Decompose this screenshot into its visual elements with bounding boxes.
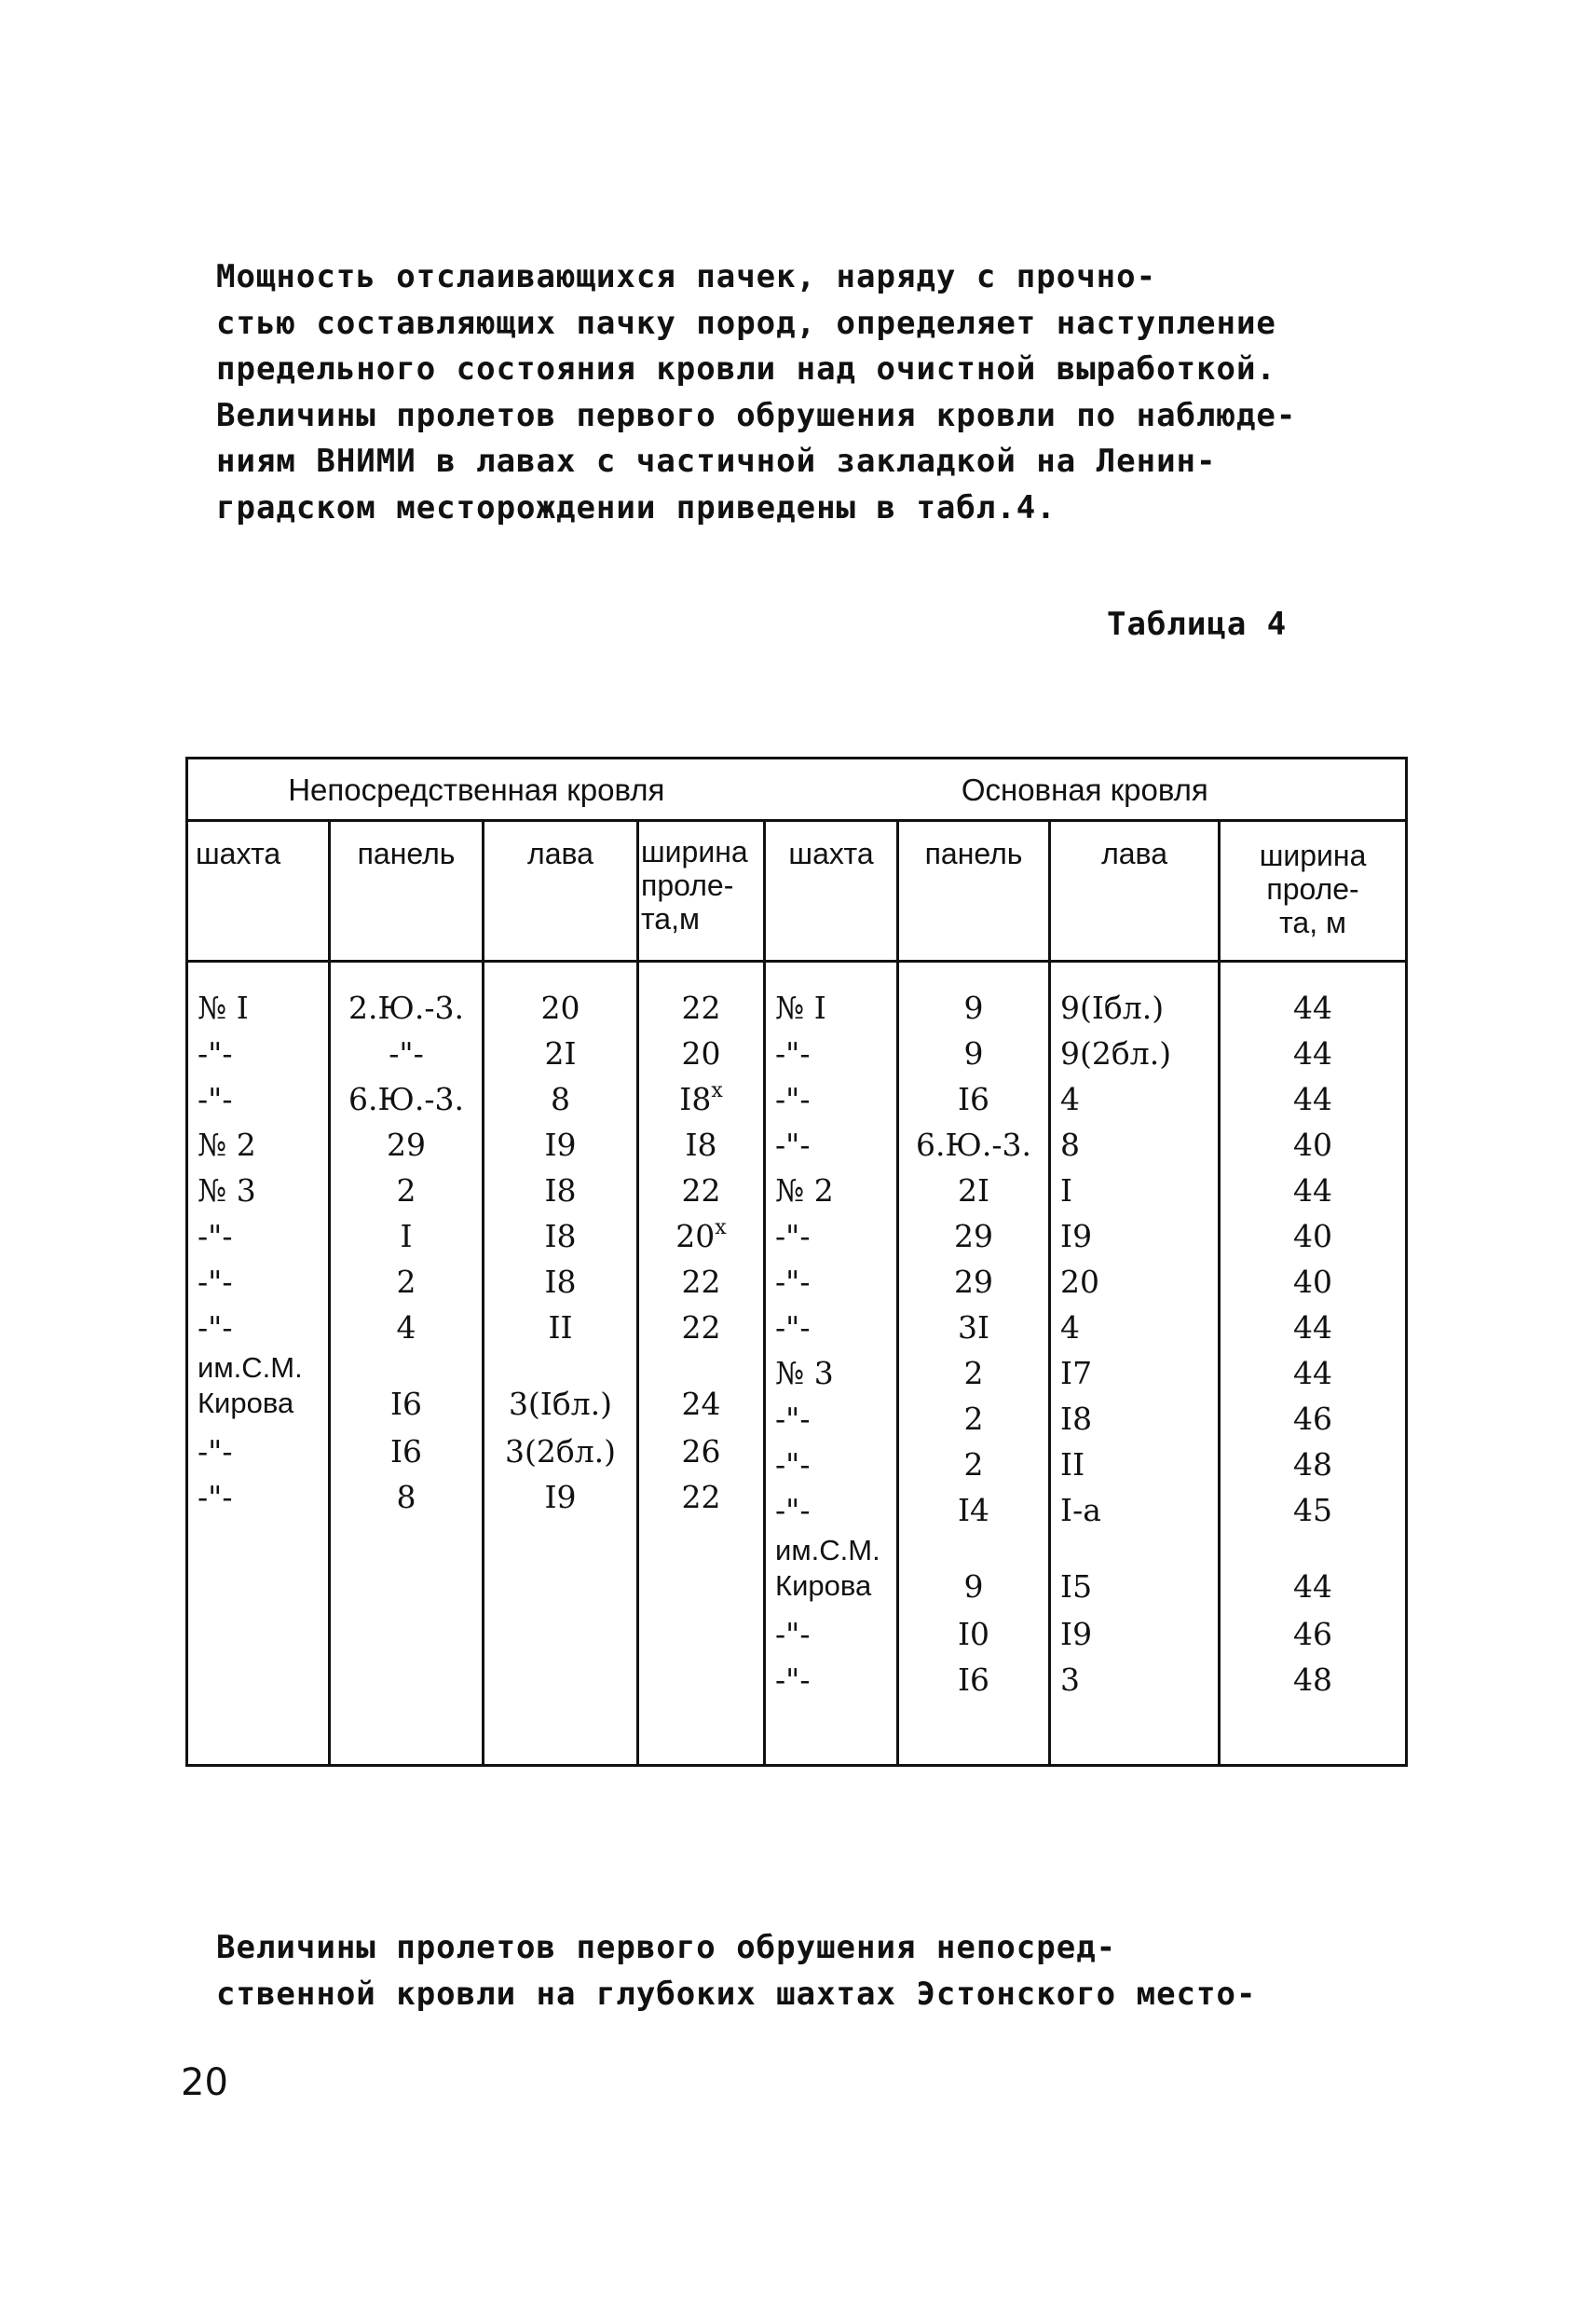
page-number: 20: [181, 2061, 228, 2104]
lava-cell-text: 2I: [544, 1035, 577, 1072]
span-cell: [639, 1213, 763, 1259]
span-cell-text: 45: [1293, 1492, 1333, 1528]
column-header-panel: панель: [330, 821, 484, 962]
main-lava-column: [1050, 962, 1220, 1766]
lava-cell: [484, 1474, 636, 1520]
lava-cell-text: I8: [544, 1172, 577, 1209]
footnote-mark: x: [711, 1079, 723, 1102]
mine-cell-text: -"-: [775, 1264, 811, 1300]
mine-cell: [766, 1305, 896, 1350]
mine-cell-text: -"-: [198, 1218, 233, 1254]
header-line: проле-: [1266, 872, 1359, 906]
span-cell: [639, 1168, 763, 1213]
closing-paragraph: [216, 1925, 1256, 2017]
text-line: Величины пролетов первого обрушения кровли по наблюде-: [216, 396, 1297, 434]
lava-cell-text: I-а: [1060, 1492, 1101, 1528]
mine-cell-text: № 3: [198, 1172, 256, 1209]
panel-cell-text: 2: [963, 1355, 984, 1391]
panel-cell: [899, 1611, 1048, 1657]
lava-cell: [1051, 1031, 1218, 1076]
lava-cell: [484, 1429, 636, 1474]
span-cell-text: 20: [681, 1035, 721, 1072]
panel-cell-text: 6.Ю.-3.: [916, 1127, 1032, 1163]
span-cell: [639, 1076, 763, 1122]
span-cell: [639, 1429, 763, 1474]
mine-cell: [188, 1474, 328, 1520]
panel-cell: [899, 1533, 1048, 1611]
mine-cell: [188, 985, 328, 1031]
span-cell: [1221, 1611, 1405, 1657]
column-header-panel: панель: [898, 821, 1050, 962]
mine-cell-line: им.С.М.: [198, 1351, 303, 1384]
panel-cell-text: 4: [396, 1309, 416, 1346]
mine-cell: [188, 1305, 328, 1350]
span-cell-text: 20: [675, 1218, 716, 1254]
mine-cell-text: -"-: [775, 1446, 811, 1483]
mine-cell-text: № I: [198, 990, 249, 1026]
panel-cell-text: I0: [958, 1616, 990, 1652]
panel-cell-text: 2: [396, 1172, 416, 1209]
panel-cell-text: 29: [954, 1264, 994, 1300]
mine-cell: [766, 1076, 896, 1122]
main-span-column: [1220, 962, 1407, 1766]
span-cell-text: 26: [681, 1433, 721, 1470]
mine-cell: [188, 1031, 328, 1076]
mine-cell-text: -"-: [775, 1616, 811, 1652]
text-line: ниям ВНИМИ в лавах с частичной закладкой на Ленин-: [216, 443, 1217, 480]
span-cell-text: 44: [1293, 1172, 1333, 1209]
panel-cell-text: 2: [396, 1264, 416, 1300]
column-header-mine: шахта: [187, 821, 330, 962]
lava-cell-text: I7: [1060, 1355, 1093, 1391]
lava-cell-text: I9: [544, 1127, 577, 1163]
lava-cell-text: 4: [1060, 1081, 1081, 1117]
lava-cell: [1051, 1487, 1218, 1533]
lava-cell-text: I8: [544, 1264, 577, 1300]
column-header-span: [1220, 821, 1407, 962]
column-header-lava: лава: [484, 821, 638, 962]
lava-cell: [484, 1122, 636, 1168]
span-cell: [1221, 1657, 1405, 1702]
mine-cell-text: -"-: [775, 1127, 811, 1163]
panel-cell-text: 2.Ю.-3.: [348, 990, 464, 1026]
mine-cell: [766, 1031, 896, 1076]
panel-cell-text: I6: [958, 1081, 990, 1117]
span-cell-text: 40: [1293, 1264, 1333, 1300]
panel-cell: [899, 1305, 1048, 1350]
lava-cell-text: 20: [1060, 1264, 1100, 1300]
span-cell-text: 44: [1293, 1355, 1333, 1391]
footnote-mark: x: [715, 1216, 727, 1239]
panel-cell: [899, 1076, 1048, 1122]
lava-cell-text: II: [1060, 1446, 1085, 1483]
panel-cell-text: I6: [958, 1661, 990, 1698]
immediate-lava-column: [484, 962, 638, 1766]
lava-cell-text: 3(Iбл.): [508, 1386, 613, 1422]
lava-cell: [1051, 1259, 1218, 1305]
mine-cell-text: -"-: [198, 1035, 233, 1072]
immediate-span-column: [638, 962, 765, 1766]
mine-cell: [766, 985, 896, 1031]
span-cell-text: 48: [1293, 1446, 1333, 1483]
panel-cell: [899, 985, 1048, 1031]
mine-cell-text: № I: [775, 990, 826, 1026]
span-cell: [639, 1031, 763, 1076]
text-line: Мощность отслаивающихся пачек, наряду с прочно-: [216, 258, 1157, 295]
panel-cell: [899, 1122, 1048, 1168]
header-line: та,м: [641, 902, 700, 936]
span-cell-text: 48: [1293, 1661, 1333, 1698]
panel-cell: [331, 985, 482, 1031]
mine-cell: [766, 1122, 896, 1168]
mine-cell: [188, 1429, 328, 1474]
span-cell-text: 22: [681, 1172, 721, 1209]
mine-cell-text: -"-: [775, 1661, 811, 1698]
span-cell: [1221, 1213, 1405, 1259]
lava-cell: [1051, 1657, 1218, 1702]
panel-cell: [899, 1031, 1048, 1076]
panel-cell: [331, 1168, 482, 1213]
span-cell: [639, 1350, 763, 1429]
span-cell: [1221, 985, 1405, 1031]
mine-cell: [188, 1213, 328, 1259]
lava-cell: [484, 1031, 636, 1076]
span-cell: [639, 1474, 763, 1520]
span-cell-text: 22: [681, 990, 721, 1026]
panel-cell-text: 9: [963, 1568, 984, 1605]
mine-cell-text: -"-: [775, 1492, 811, 1528]
header-line: проле-: [641, 868, 734, 902]
span-cell-text: 24: [681, 1386, 721, 1422]
lava-cell: [1051, 1350, 1218, 1396]
lava-cell-text: I8: [1060, 1401, 1093, 1437]
lava-cell: [1051, 1533, 1218, 1611]
span-cell-text: I8: [679, 1081, 712, 1117]
text-line: ственной кровли на глубоких шахтах Эстонского место-: [216, 1975, 1257, 2013]
panel-cell: [331, 1305, 482, 1350]
mine-cell: [766, 1611, 896, 1657]
panel-cell: [331, 1076, 482, 1122]
lava-cell: [1051, 1213, 1218, 1259]
mine-cell: [766, 1350, 896, 1396]
lava-cell: [484, 985, 636, 1031]
mine-cell: [188, 1076, 328, 1122]
panel-cell: [331, 1213, 482, 1259]
lava-cell-text: 3(2бл.): [504, 1433, 617, 1470]
span-cell-text: 40: [1293, 1127, 1333, 1163]
span-cell-text: 22: [681, 1264, 721, 1300]
lava-cell: [484, 1305, 636, 1350]
text-line: предельного состояния кровли над очистной выработкой.: [216, 350, 1276, 388]
span-cell: [1221, 1396, 1405, 1442]
panel-cell: [331, 1259, 482, 1305]
header-line: ширина: [641, 835, 748, 868]
column-header-mine: шахта: [765, 821, 898, 962]
panel-cell-text: 2: [963, 1446, 984, 1483]
span-cell-text: 44: [1293, 1035, 1333, 1072]
lava-cell-text: 20: [540, 990, 580, 1026]
mine-cell-text: -"-: [775, 1081, 811, 1117]
panel-cell-text: 3I: [958, 1309, 990, 1346]
group-header-immediate-roof: Непосредственная кровля: [187, 759, 765, 821]
main-mine-column: [765, 962, 898, 1766]
immediate-panel-column: [330, 962, 484, 1766]
lava-cell: [1051, 1168, 1218, 1213]
panel-cell-text: 29: [387, 1127, 426, 1163]
panel-cell: [331, 1122, 482, 1168]
span-cell: [1221, 1442, 1405, 1487]
panel-cell-text: I4: [958, 1492, 990, 1528]
lava-cell: [1051, 1396, 1218, 1442]
panel-cell: [899, 1350, 1048, 1396]
span-cell-text: 46: [1293, 1401, 1333, 1437]
lava-cell: [484, 1259, 636, 1305]
span-table: [185, 757, 1405, 1767]
lava-cell-text: 3: [1060, 1661, 1081, 1698]
lava-cell: [1051, 1122, 1218, 1168]
mine-cell-text: -"-: [198, 1433, 233, 1470]
lava-cell: [1051, 1305, 1218, 1350]
mine-cell: [188, 1259, 328, 1305]
span-cell: [1221, 1031, 1405, 1076]
span-cell: [1221, 1305, 1405, 1350]
mine-cell-text: -"-: [198, 1479, 233, 1515]
mine-cell: [766, 1487, 896, 1533]
column-header-span: [638, 821, 765, 962]
lava-cell: [484, 1213, 636, 1259]
lava-cell-text: I9: [1060, 1616, 1093, 1652]
table-caption: Таблица 4: [1107, 606, 1288, 643]
mine-cell: [766, 1533, 896, 1611]
span-cell-text: 22: [681, 1479, 721, 1515]
panel-cell-text: 6.Ю.-3.: [348, 1081, 464, 1117]
panel-cell-text: I: [400, 1218, 413, 1254]
span-cell-text: 46: [1293, 1616, 1333, 1652]
lava-cell: [1051, 1611, 1218, 1657]
panel-cell: [899, 1487, 1048, 1533]
lava-cell-text: II: [548, 1309, 573, 1346]
panel-cell: [331, 1429, 482, 1474]
span-cell-text: 40: [1293, 1218, 1333, 1254]
span-cell: [1221, 1076, 1405, 1122]
span-cell: [1221, 1168, 1405, 1213]
span-cell-text: 44: [1293, 990, 1333, 1026]
span-cell-text: 44: [1293, 1568, 1333, 1605]
panel-cell-text: 8: [396, 1479, 416, 1515]
intro-paragraph: [216, 254, 1296, 531]
mine-cell-text: -"-: [198, 1264, 233, 1300]
mine-cell: [188, 1122, 328, 1168]
span-cell: [1221, 1487, 1405, 1533]
panel-cell: [899, 1213, 1048, 1259]
panel-cell: [899, 1168, 1048, 1213]
lava-cell-text: I8: [544, 1218, 577, 1254]
span-cell: [1221, 1259, 1405, 1305]
mine-cell: [766, 1657, 896, 1702]
panel-cell-text: 2I: [958, 1172, 990, 1209]
panel-cell: [331, 1031, 482, 1076]
mine-cell-line: Кирова: [198, 1387, 294, 1419]
mine-cell: [766, 1213, 896, 1259]
mine-cell: [766, 1442, 896, 1487]
data-table: [185, 757, 1408, 1767]
panel-cell-text: 29: [954, 1218, 994, 1254]
mine-cell-text: -"-: [775, 1218, 811, 1254]
mine-cell-text: -"-: [775, 1401, 811, 1437]
main-panel-column: [898, 962, 1050, 1766]
lava-cell: [484, 1168, 636, 1213]
header-line: ширина: [1259, 839, 1367, 872]
lava-cell-text: 9(2бл.): [1060, 1035, 1172, 1072]
mine-cell: [766, 1259, 896, 1305]
mine-cell-text: № 2: [198, 1127, 256, 1163]
lava-cell: [1051, 1442, 1218, 1487]
mine-cell-line: им.С.М.: [775, 1534, 880, 1566]
mine-cell: [188, 1168, 328, 1213]
mine-cell-text: -"-: [775, 1035, 811, 1072]
lava-cell-text: 4: [1060, 1309, 1081, 1346]
group-header-main-roof: Основная кровля: [765, 759, 1407, 821]
text-line: Величины пролетов первого обрушения непосред-: [216, 1929, 1117, 1966]
lava-cell-text: 9(Iбл.): [1060, 990, 1165, 1026]
header-line: та, м: [1279, 906, 1346, 939]
column-header-lava: лава: [1050, 821, 1220, 962]
span-cell-text: I8: [685, 1127, 717, 1163]
span-cell: [1221, 1122, 1405, 1168]
lava-cell: [1051, 1076, 1218, 1122]
span-cell: [639, 1259, 763, 1305]
text-line: градском месторождении приведены в табл.4.: [216, 488, 1057, 526]
text-line: стью составляющих пачку пород, определяет наступление: [216, 304, 1276, 342]
lava-cell-text: I9: [544, 1479, 577, 1515]
mine-cell-text: № 2: [775, 1172, 834, 1209]
panel-cell: [899, 1259, 1048, 1305]
lava-cell: [484, 1076, 636, 1122]
span-cell-text: 44: [1293, 1309, 1333, 1346]
span-cell: [639, 985, 763, 1031]
panel-cell: [899, 1657, 1048, 1702]
mine-cell-text: -"-: [198, 1309, 233, 1346]
span-cell: [639, 1305, 763, 1350]
lava-cell-text: I5: [1060, 1568, 1093, 1605]
panel-cell-text: 9: [963, 990, 984, 1026]
span-cell: [1221, 1350, 1405, 1396]
panel-cell: [331, 1474, 482, 1520]
lava-cell-text: 8: [551, 1081, 570, 1117]
mine-cell-text: № 3: [775, 1355, 834, 1391]
panel-cell-text: -"-: [389, 1035, 424, 1072]
mine-cell-line: Кирова: [775, 1569, 872, 1602]
mine-cell: [188, 1350, 328, 1429]
mine-cell: [766, 1168, 896, 1213]
lava-cell-text: I: [1060, 1172, 1073, 1209]
span-cell: [1221, 1533, 1405, 1611]
panel-cell: [899, 1442, 1048, 1487]
panel-cell-text: 9: [963, 1035, 984, 1072]
panel-cell: [899, 1396, 1048, 1442]
lava-cell: [1051, 985, 1218, 1031]
mine-cell: [766, 1396, 896, 1442]
span-cell: [639, 1122, 763, 1168]
panel-cell: [331, 1350, 482, 1429]
lava-cell-text: 8: [1060, 1127, 1081, 1163]
immediate-mine-column: [187, 962, 330, 1766]
mine-cell-text: -"-: [198, 1081, 233, 1117]
span-cell-text: 44: [1293, 1081, 1333, 1117]
span-cell-text: 22: [681, 1309, 721, 1346]
mine-cell-text: -"-: [775, 1309, 811, 1346]
panel-cell-text: I6: [389, 1386, 423, 1422]
panel-cell-text: I6: [389, 1433, 423, 1470]
lava-cell-text: I9: [1060, 1218, 1093, 1254]
lava-cell: [484, 1350, 636, 1429]
panel-cell-text: 2: [963, 1401, 984, 1437]
